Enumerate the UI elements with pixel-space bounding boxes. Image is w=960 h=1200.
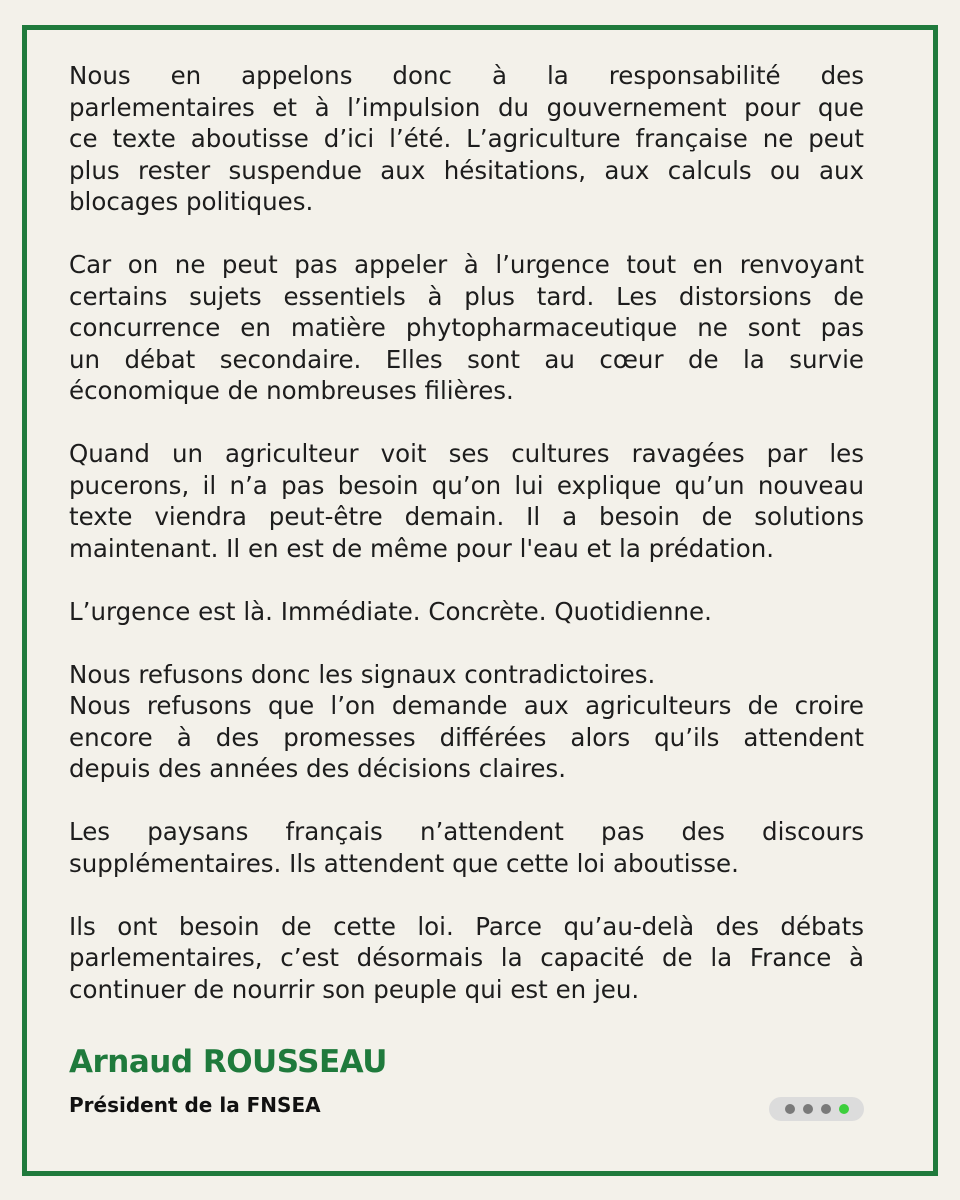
text-line: encore à des promesses différées alors qu’ils attendent [69, 722, 864, 752]
text-line: Nous en appelons donc à la responsabilité des [69, 61, 864, 90]
paragraph-7 [69, 911, 864, 1006]
text-line: Ils ont besoin de cette loi. Parce qu’au-delà des débats [69, 911, 864, 941]
text-line: ce texte aboutisse d’ici l’été. L’agriculture française ne peut [69, 124, 864, 153]
text-line: Car on ne peut pas appeler à l’urgence tout en renvoyant [69, 250, 864, 279]
pager-dot-4-active[interactable] [839, 1104, 849, 1114]
paragraph-4 [69, 596, 864, 628]
text-line: depuis des années des décisions claires. [69, 754, 566, 783]
text-line: parlementaires, c’est désormais la capacité de la France à [69, 943, 864, 972]
text-line: Quand un agriculteur voit ses cultures ravagées par les [69, 439, 864, 468]
text-line: texte viendra peut-être demain. Il a besoin de solutions [69, 502, 864, 531]
paragraph-2 [69, 249, 864, 407]
text-line: plus rester suspendue aux hésitations, aux calculs ou aux [69, 155, 864, 185]
text-line: parlementaires et à l’impulsion du gouvernement pour que [69, 92, 864, 122]
pager-dot-3[interactable] [821, 1104, 831, 1114]
letter-body [69, 60, 864, 1005]
text-line: L’urgence est là. Immédiate. Concrète. Quotidienne. [69, 596, 712, 626]
pager-dot-1[interactable] [785, 1104, 795, 1114]
carousel-pager[interactable] [769, 1097, 864, 1121]
signature-name: Arnaud ROUSSEAU [69, 1044, 387, 1080]
paragraph-1 [69, 60, 864, 218]
text-line: Nous refusons que l’on demande aux agriculteurs de croire [69, 691, 864, 720]
paragraph-6 [69, 816, 864, 879]
text-line: Nous refusons donc les signaux contradictoires. [69, 659, 656, 689]
text-line: concurrence en matière phytopharmaceutique ne sont pas [69, 313, 864, 342]
text-line: maintenant. Il en est de même pour l'eau et la prédation. [69, 533, 775, 563]
paragraph-3 [69, 438, 864, 564]
text-line: blocages politiques. [69, 187, 314, 216]
text-line: certains sujets essentiels à plus tard. Les distorsions de [69, 281, 864, 311]
text-line: supplémentaires. Ils attendent que cette loi aboutisse. [69, 848, 739, 878]
signature-role: Président de la FNSEA [69, 1093, 321, 1117]
text-line: pucerons, il n’a pas besoin qu’on lui explique qu’un nouveau [69, 470, 864, 500]
pager-dot-2[interactable] [803, 1104, 813, 1114]
text-line: un débat secondaire. Elles sont au cœur de la survie [69, 344, 864, 374]
text-line: Les paysans français n’attendent pas des discours [69, 817, 864, 846]
paragraph-5 [69, 659, 864, 785]
text-line: continuer de nourrir son peuple qui est en jeu. [69, 974, 640, 1004]
text-line: économique de nombreuses filières. [69, 376, 514, 405]
